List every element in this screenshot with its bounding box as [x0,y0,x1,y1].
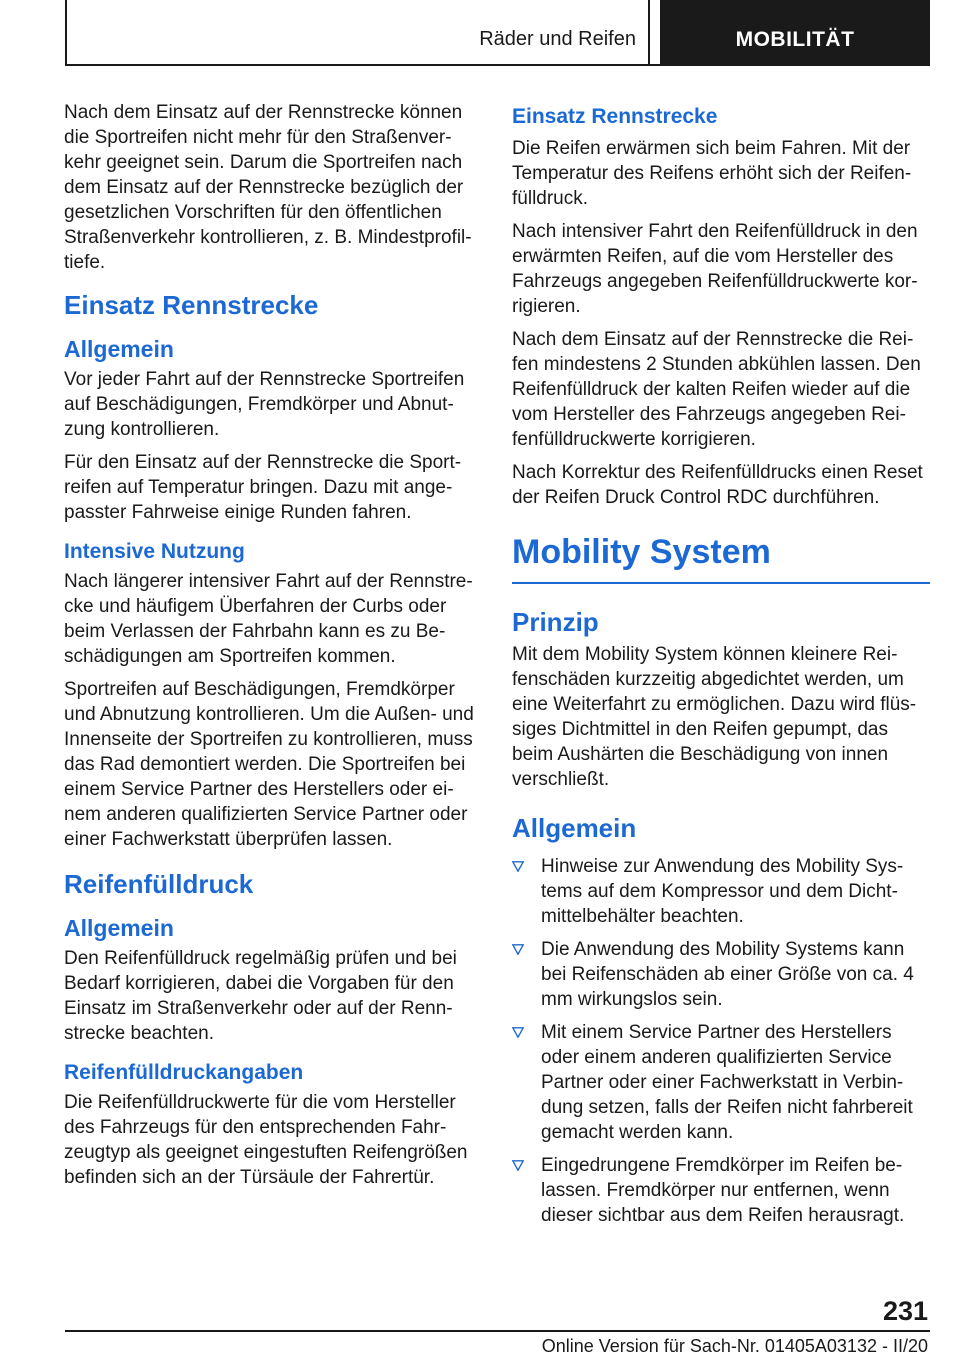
triangle-bullet-icon [512,1027,524,1038]
heading-reifenfuelldruck: Reifenfülldruck [64,869,254,899]
triangle-bullet-icon [512,944,524,955]
intro-paragraph: Nach dem Einsatz auf der Rennstrecke können die Sportreifen nicht mehr für den Straßenverkehr geeignet sein. Darum die Sportreifen nach dem Einsatz auf der Rennstrecke bezüglich der gesetzlichen Vorschriften für den öffentlichen Straßenverkehr kontrollieren, z. B. Mindestprofiltiefe. [64,102,472,273]
heading-prinzip: Prinzip [512,607,599,637]
footer-rule [65,1330,930,1332]
list-item-text: Mit einem Service Partner des Herstellers oder einem anderen qualifizierten Service Partner oder einer Fachwerkstatt in Verbindung setzen, falls der Reifen nicht fahrbereit gemacht werden kann. [541,1022,913,1143]
header-rule [65,64,930,66]
heading-rule [512,582,930,584]
list-item-text: Die Anwendung des Mobility Systems kann bei Reifenschäden ab einer Größe von ca. 4 mm wirkungslos sein. [541,939,914,1010]
list-item [512,1153,930,1228]
heading-allgemein-3: Allgemein [512,813,637,843]
paragraph-reset: Nach Korrektur des Reifenfülldrucks einen Reset der Reifen Druck Control RDC durchführen. [512,462,923,508]
heading-intensive-nutzung: Intensive Nutzung [64,540,245,563]
list-item [512,937,930,1012]
heading-allgemein-2: Allgemein [64,915,174,941]
header-separator [648,0,650,66]
paragraph-temperatur: Für den Einsatz auf der Rennstrecke die Sportreifen auf Temperatur bringen. Dazu mit angepasster Fahrweise einige Runden fahren. [64,452,462,523]
triangle-bullet-icon [512,861,524,872]
paragraph-erwaermen: Die Reifen erwärmen sich beim Fahren. Mit der Temperatur des Reifens erhöht sich der Reifenfülldruck. [512,138,912,209]
chapter-title: MOBILITÄT [735,28,855,51]
header-border-left [65,0,67,66]
paragraph-tuersaeule: Die Reifenfülldruckwerte für die vom Hersteller des Fahrzeugs für den entsprechenden Fahrzeugtyp als geeignet eingestuften Reifengrößen befinden sich an der Türsäule der Fahrertür. [64,1092,468,1188]
triangle-bullet-icon [512,1160,524,1171]
section-title: Räder und Reifen [479,28,636,50]
left-column [64,100,482,1198]
right-column [512,100,930,1236]
paragraph-pruefen: Den Reifenfülldruck regelmäßig prüfen und bei Bedarf korrigieren, dabei die Vorgaben für den Einsatz im Straßenverkehr oder auf der Rennstrecke beachten. [64,948,457,1044]
heading-allgemein: Allgemein [64,336,174,362]
heading-einsatz-rennstrecke: Einsatz Rennstrecke [64,290,319,320]
list-item [512,854,930,929]
list-item-text: Eingedrungene Fremdkörper im Reifen belassen. Fremdkörper nur entfernen, wenn dieser sichtbar aus dem Reifen herausragt. [541,1155,905,1226]
paragraph-korrigieren: Nach intensiver Fahrt den Reifenfülldruck in den erwärmten Reifen, auf die vom Hersteller des Fahrzeugs angegeben Reifenfülldruckwerte korrigieren. [512,221,918,317]
heading-einsatz-rennstrecke-2: Einsatz Rennstrecke [512,105,718,128]
heading-mobility-system: Mobility System [512,533,771,571]
chapter-tab [660,0,930,64]
online-version-note: Online Version für Sach-Nr. 01405A03132 - II/20 [541,1336,928,1356]
heading-reifenfuelldruckangaben: Reifenfülldruckangaben [64,1061,304,1084]
paragraph-abkuehlen: Nach dem Einsatz auf der Rennstrecke die Reifen mindestens 2 Stunden abkühlen lassen. Den Reifenfülldruck der kalten Reifen wieder auf die vom Hersteller des Fahrzeugs angegeben Reifenfülldruckwerte korrigieren. [512,329,921,450]
hint-list [512,854,930,1228]
list-item-text: Hinweise zur Anwendung des Mobility Systems auf dem Kompressor und dem Dichtmittelbehälter beachten. [541,856,904,927]
paragraph-kontrolle: Vor jeder Fahrt auf der Rennstrecke Sportreifen auf Beschädigungen, Fremdkörper und Abnutzung kontrollieren. [64,369,465,440]
paragraph-curbs: Nach längerer intensiver Fahrt auf der Rennstrecke und häufigem Überfahren der Curbs oder beim Verlassen der Fahrbahn kann es zu Beschädigungen am Sportreifen kommen. [64,571,473,667]
paragraph-prinzip: Mit dem Mobility System können kleinere Reifenschäden kurzzeitig abgedichtet werden, um eine Weiterfahrt zu ermöglichen. Dazu wird flüssiges Dichtmittel in den Reifen gepumpt, das beim Aushärten die Beschädigung von innen verschließt. [512,644,917,790]
list-item [512,1020,930,1145]
page-number: 231 [882,1296,928,1326]
paragraph-service: Sportreifen auf Beschädigungen, Fremdkörper und Abnutzung kontrollieren. Um die Außen- und Innenseite der Sportreifen zu kontrollieren, muss das Rad demontiert werden. Die Sportreifen bei einem Service Partner des Herstellers oder einem anderen qualifizierten Service Partner oder einer Fachwerkstatt überprüfen lassen. [64,679,474,850]
